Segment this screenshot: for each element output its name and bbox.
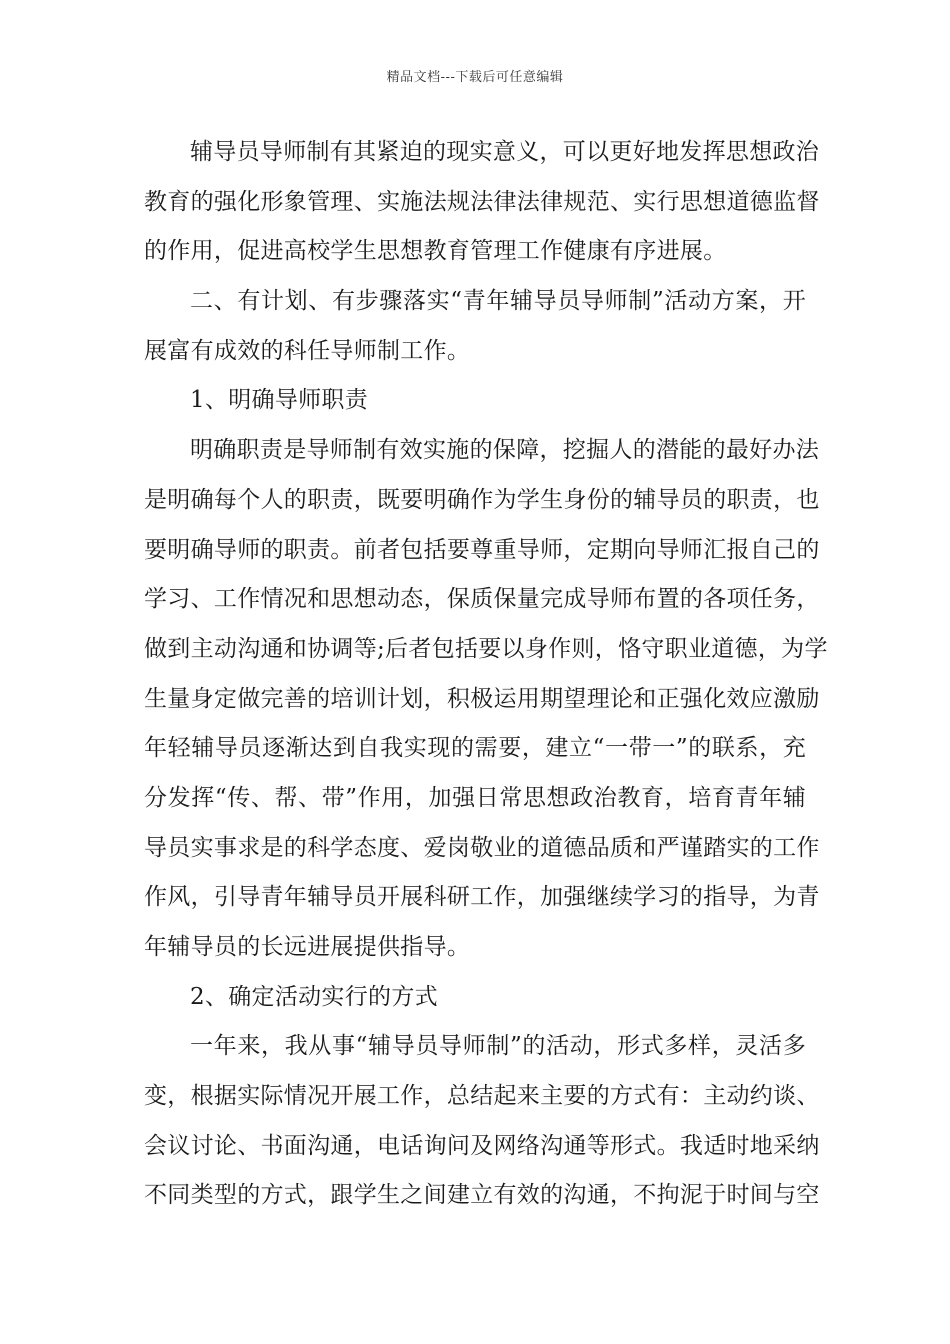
text-line: 做到主动沟通和协调等;后者包括要以身作则，恪守职业道德，为学 [144,635,828,662]
text-line: 展富有成效的科任导师制工作。 [144,337,471,364]
text-line: 学习、工作情况和思想动态，保质保量完成导师布置的各项任务， [144,586,820,613]
text-line: 会议讨论、书面沟通，电话询问及网络沟通等形式。我适时地采纳 [144,1132,820,1159]
text-line: 不同类型的方式，跟学生之间建立有效的沟通，不拘泥于时间与空 [144,1182,820,1209]
text-line: 生量身定做完善的培训计划，积极运用期望理论和正强化效应激励 [144,685,820,712]
text-line: 作风，引导青年辅导员开展科研工作，加强继续学习的指导，为青 [144,884,820,911]
text-line: 年辅导员的长远进展提供指导。 [144,934,471,960]
document-body [144,128,828,1221]
text-line: 明确职责是导师制有效实施的保障，挖掘人的潜能的最好办法 [190,437,820,464]
page-header: 精品文档---下载后可任意编辑 [386,70,564,85]
text-line: 导员实事求是的科学态度、爱岗敬业的道德品质和严谨踏实的工作 [144,834,820,861]
text-line: 是明确每个人的职责，既要明确作为学生身份的辅导员的职责，也 [144,486,820,513]
text-line: 二、有计划、有步骤落实“青年辅导员导师制”活动方案，开 [190,288,806,315]
text-line: 年轻辅导员逐渐达到自我实现的需要，建立“一带一”的联系，充 [144,735,806,762]
text-line: 要明确导师的职责。前者包括要尊重导师，定期向导师汇报自己的 [144,536,820,563]
text-line: 1、明确导师职责 [190,387,369,414]
text-line: 2、确定活动实行的方式 [190,983,438,1010]
text-line: 分发挥“传、帮、带”作用，加强日常思想政治教育，培育青年辅 [144,784,806,811]
text-line: 变，根据实际情况开展工作，总结起来主要的方式有：主动约谈、 [144,1083,820,1110]
text-line: 的作用，促进高校学生思想教育管理工作健康有序进展。 [144,238,727,265]
text-line: 一年来，我从事“辅导员导师制”的活动，形式多样，灵活多 [190,1033,806,1060]
text-line: 辅导员导师制有其紧迫的现实意义，可以更好地发挥思想政治 [190,139,820,165]
text-line: 教育的强化形象管理、实施法规法律法律规范、实行思想道德监督 [144,188,820,215]
